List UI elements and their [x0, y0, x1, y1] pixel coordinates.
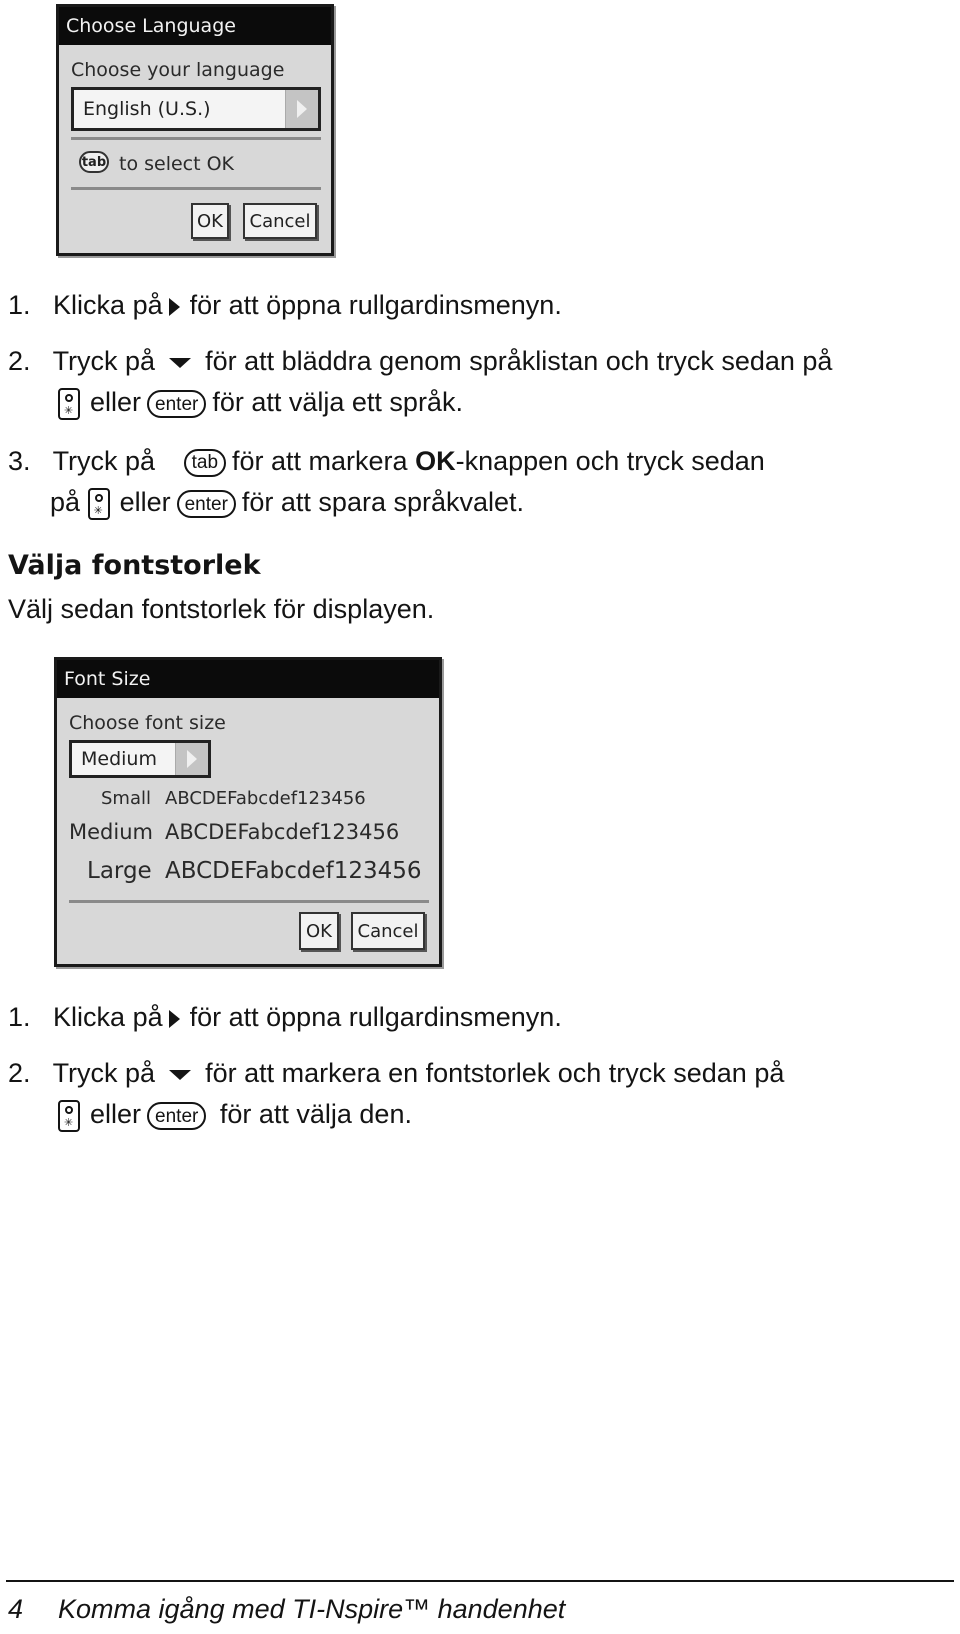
- font-size-ok-button[interactable]: OK: [299, 912, 339, 950]
- footer-title: Komma igång med TI-Nspire™ handenhet: [58, 1594, 566, 1624]
- language-ok-button[interactable]: OK: [191, 203, 229, 239]
- font-size-select[interactable]: [69, 740, 211, 778]
- font-size-select-value: Medium: [81, 748, 157, 770]
- right-arrow-icon: [169, 298, 180, 316]
- ok-bold-label: OK: [415, 446, 456, 476]
- sample-large-label: Large: [87, 858, 152, 884]
- enter-key-icon: enter: [177, 490, 236, 518]
- language-dialog: [56, 4, 334, 256]
- language-select-value: English (U.S.): [83, 98, 211, 120]
- down-arrow-icon: [169, 358, 191, 368]
- enter-key-icon: enter: [147, 1102, 206, 1130]
- language-dialog-title: Choose Language: [59, 7, 331, 45]
- language-prompt: Choose your language: [71, 59, 285, 81]
- language-step-3: 3. Tryck på tab för att markera OK-knappen och tryck sedan: [8, 446, 765, 476]
- font-size-dialog: [54, 657, 442, 967]
- section-intro: Välj sedan fontstorlek för displayen.: [8, 594, 435, 624]
- font-size-divider: [69, 900, 429, 903]
- language-cancel-button[interactable]: Cancel: [243, 203, 317, 239]
- sample-small-text: ABCDEFabcdef123456: [165, 788, 366, 809]
- font-size-cancel-button[interactable]: Cancel: [351, 912, 425, 950]
- font-size-dialog-title: Font Size: [57, 660, 439, 698]
- font-step-2: 2. Tryck på för att markera en fontstorlek och tryck sedan på: [8, 1058, 785, 1088]
- tab-key-icon: tab: [79, 151, 109, 173]
- tab-key-icon: tab: [184, 449, 226, 477]
- font-size-prompt: Choose font size: [69, 712, 226, 734]
- right-arrow-icon: [169, 1010, 180, 1028]
- language-step-2: 2. Tryck på för att bläddra genom språklistan och tryck sedan på: [8, 346, 833, 376]
- language-divider-bottom: [71, 187, 321, 190]
- enter-key-icon: enter: [147, 390, 206, 418]
- touchpad-click-icon: ✳: [88, 488, 110, 520]
- page-number: 4: [8, 1594, 24, 1624]
- language-select[interactable]: [71, 87, 321, 131]
- language-divider-top: [71, 137, 321, 140]
- font-step-1: 1. Klicka på för att öppna rullgardinsmenyn.: [8, 1002, 562, 1032]
- sample-medium-label: Medium: [69, 820, 153, 844]
- language-dropdown-arrow-icon[interactable]: [285, 90, 318, 128]
- section-heading: Välja fontstorlek: [8, 550, 261, 581]
- footer-rule: [6, 1580, 954, 1582]
- sample-large-text: ABCDEFabcdef123456: [165, 858, 422, 884]
- language-step-3-cont: på ✳ eller enter för att spara språkvalet.: [50, 488, 524, 520]
- language-hint: to select OK: [119, 153, 235, 175]
- touchpad-click-icon: ✳: [58, 388, 80, 420]
- language-step-2-cont: ✳ eller enter för att välja ett språk.: [58, 388, 463, 420]
- down-arrow-icon: [169, 1070, 191, 1080]
- sample-medium-text: ABCDEFabcdef123456: [165, 820, 400, 844]
- sample-small-label: Small: [101, 788, 151, 809]
- font-step-2-cont: ✳ eller enter för att välja den.: [58, 1100, 412, 1132]
- font-size-dropdown-arrow-icon[interactable]: [175, 743, 208, 775]
- touchpad-click-icon: ✳: [58, 1100, 80, 1132]
- language-step-1: 1. Klicka på för att öppna rullgardinsmenyn.: [8, 290, 562, 320]
